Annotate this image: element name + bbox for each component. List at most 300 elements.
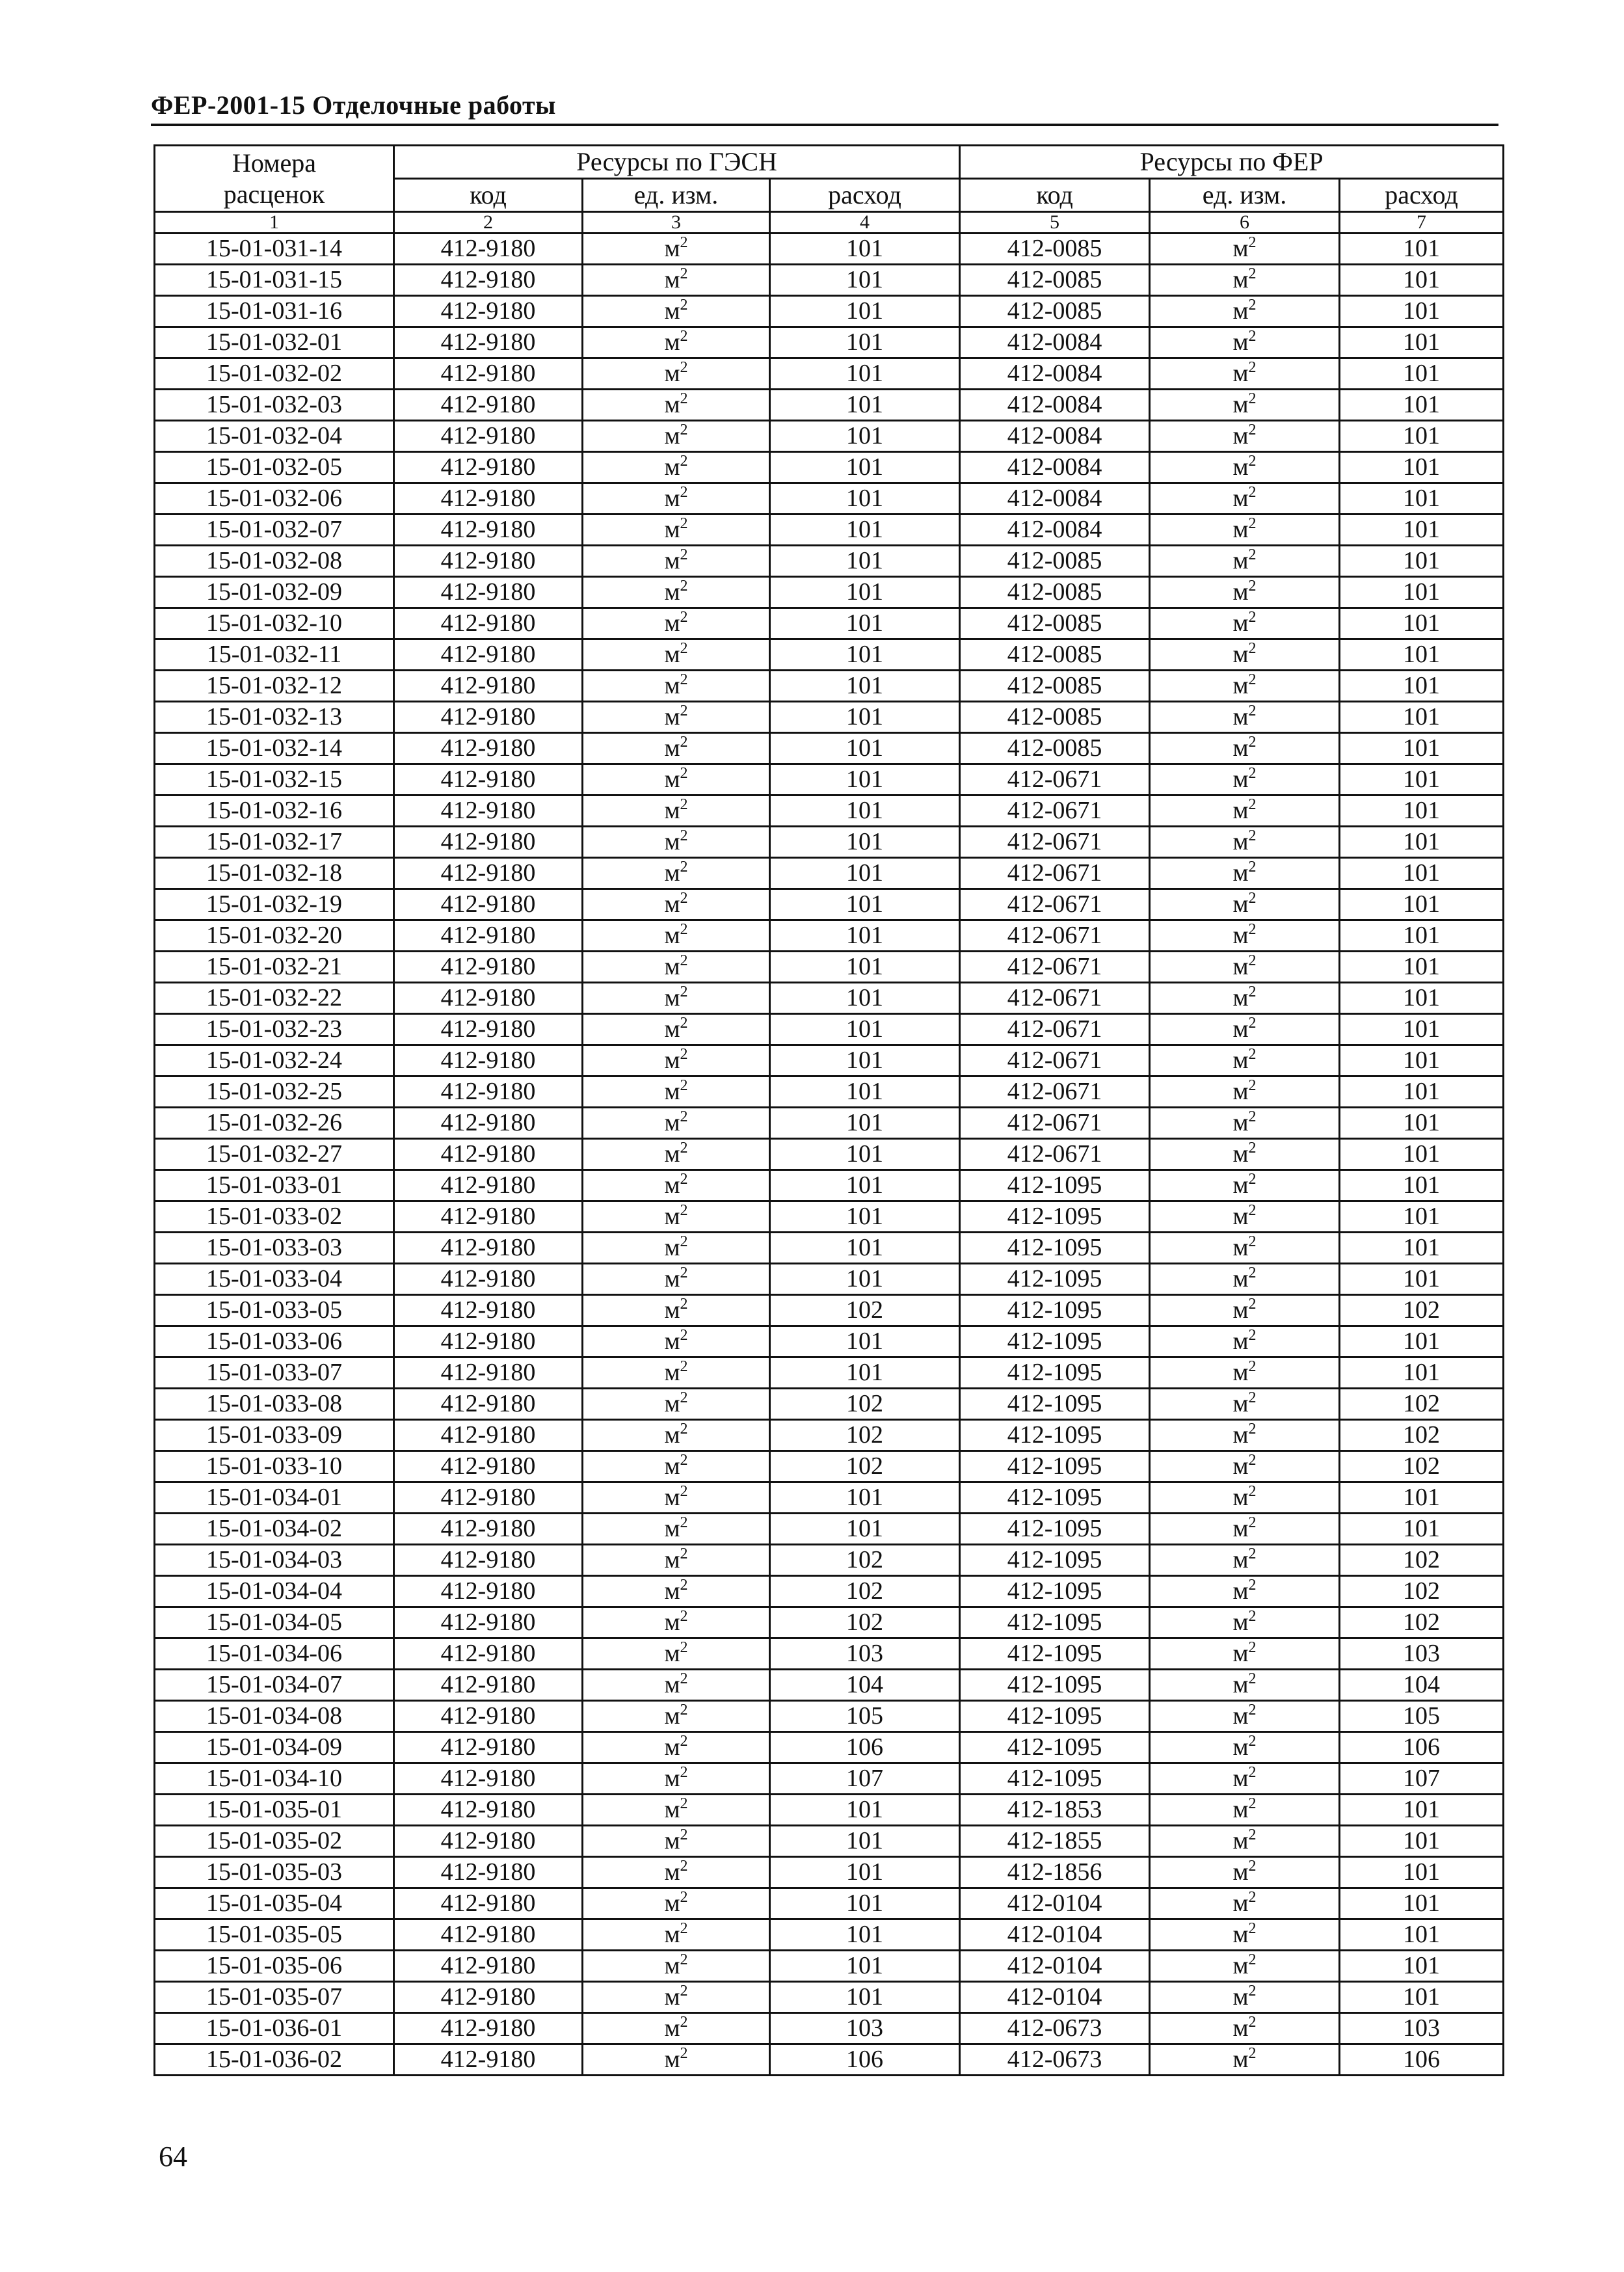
unit-base: м <box>1232 453 1249 481</box>
table-row <box>155 920 1504 952</box>
unit-base: м <box>1232 1265 1249 1292</box>
fer-usage-cell: 102 <box>1340 1607 1504 1638</box>
fer-unit-cell <box>1150 1826 1340 1857</box>
table-row <box>155 952 1504 983</box>
unit-base: м <box>1232 1921 1249 1948</box>
gesn-unit-cell <box>583 733 770 764</box>
unit-base: м <box>1232 1890 1249 1917</box>
unit-exponent: 2 <box>1248 1702 1257 1718</box>
unit-exponent: 2 <box>1248 1514 1257 1531</box>
table-row <box>155 1888 1504 1919</box>
fer-code-cell: 412-1095 <box>960 1670 1150 1701</box>
unit-base: м <box>664 1952 680 1979</box>
unit-base: м <box>1232 828 1249 855</box>
unit-exponent: 2 <box>680 702 688 719</box>
unit-base: м <box>1232 297 1249 325</box>
unit-exponent: 2 <box>680 484 688 501</box>
table-row <box>155 858 1504 889</box>
unit-exponent: 2 <box>680 890 688 907</box>
fer-unit-cell <box>1150 2044 1340 2076</box>
gesn-usage-cell: 101 <box>770 421 960 452</box>
fer-unit-cell <box>1150 515 1340 546</box>
table-row <box>155 1826 1504 1857</box>
unit-exponent: 2 <box>1248 734 1257 751</box>
fer-usage-cell: 101 <box>1340 952 1504 983</box>
gesn-unit-cell <box>583 1014 770 1045</box>
fer-unit-cell <box>1150 1139 1340 1170</box>
unit-exponent: 2 <box>680 1545 688 1562</box>
table-row <box>155 1420 1504 1451</box>
gesn-code-cell: 412-9180 <box>394 1670 583 1701</box>
table-row <box>155 671 1504 702</box>
unit-exponent: 2 <box>1248 671 1257 688</box>
gesn-usage-cell: 101 <box>770 1108 960 1139</box>
unit-base: м <box>664 1390 680 1417</box>
gesn-usage-cell: 101 <box>770 1170 960 1201</box>
fer-unit-cell <box>1150 1638 1340 1670</box>
table-row <box>155 1514 1504 1545</box>
fer-usage-cell: 102 <box>1340 1451 1504 1482</box>
unit-exponent: 2 <box>1248 1951 1257 1968</box>
gesn-code-cell: 412-9180 <box>394 234 583 265</box>
unit-exponent: 2 <box>1248 1577 1257 1594</box>
fer-unit-cell <box>1150 795 1340 827</box>
unit-exponent: 2 <box>680 1108 688 1125</box>
table-row <box>155 827 1504 858</box>
gesn-code-cell: 412-9180 <box>394 1451 583 1482</box>
fer-unit-cell <box>1150 483 1340 515</box>
gesn-usage-cell: 102 <box>770 1576 960 1607</box>
unit-exponent: 2 <box>1248 952 1257 969</box>
unit-base: м <box>1232 485 1249 512</box>
unit-exponent: 2 <box>680 1858 688 1875</box>
fer-usage-cell: 101 <box>1340 608 1504 639</box>
unit-exponent: 2 <box>680 765 688 782</box>
gesn-code-cell: 412-9180 <box>394 1545 583 1576</box>
fer-code-cell: 412-1095 <box>960 1233 1150 1264</box>
unit-base: м <box>664 1609 680 1636</box>
fer-code-cell: 412-0104 <box>960 1951 1150 1982</box>
gesn-code-cell: 412-9180 <box>394 1264 583 1295</box>
table-row <box>155 1545 1504 1576</box>
gesn-unit-cell <box>583 1482 770 1514</box>
gesn-code-cell: 412-9180 <box>394 1514 583 1545</box>
fer-code-cell: 412-1095 <box>960 1607 1150 1638</box>
fer-usage-cell: 105 <box>1340 1701 1504 1732</box>
gesn-usage-cell: 101 <box>770 858 960 889</box>
unit-base: м <box>1232 578 1249 606</box>
unit-base: м <box>1232 1047 1249 1074</box>
unit-exponent: 2 <box>680 1296 688 1313</box>
unit-base: м <box>664 1546 680 1573</box>
rate-number-cell: 15-01-035-05 <box>155 1919 394 1951</box>
gesn-code-cell: 412-9180 <box>394 577 583 608</box>
rate-number-cell: 15-01-034-05 <box>155 1607 394 1638</box>
unit-base: м <box>664 297 680 325</box>
gesn-unit-cell <box>583 1795 770 1826</box>
fer-unit-cell <box>1150 577 1340 608</box>
fer-code-cell: 412-0085 <box>960 733 1150 764</box>
gesn-unit-cell <box>583 795 770 827</box>
resources-table <box>153 144 1504 2076</box>
unit-exponent: 2 <box>1248 1889 1257 1906</box>
fer-code-cell: 412-1095 <box>960 1420 1150 1451</box>
gesn-code-cell: 412-9180 <box>394 1732 583 1763</box>
fer-code-cell: 412-1095 <box>960 1576 1150 1607</box>
rate-number-cell: 15-01-033-06 <box>155 1326 394 1357</box>
gesn-usage-cell: 101 <box>770 1357 960 1389</box>
gesn-unit-cell <box>583 639 770 671</box>
unit-exponent: 2 <box>1248 265 1257 282</box>
unit-exponent: 2 <box>1248 1983 1257 1999</box>
fer-unit-cell <box>1150 546 1340 577</box>
table-row <box>155 1919 1504 1951</box>
table-row <box>155 1326 1504 1357</box>
unit-exponent: 2 <box>1248 796 1257 813</box>
rate-number-cell: 15-01-032-03 <box>155 390 394 421</box>
gesn-code-cell: 412-9180 <box>394 702 583 733</box>
fer-unit-cell <box>1150 1451 1340 1482</box>
fer-unit-cell <box>1150 858 1340 889</box>
fer-usage-cell: 101 <box>1340 327 1504 358</box>
unit-exponent: 2 <box>1248 328 1257 345</box>
fer-unit-cell <box>1150 390 1340 421</box>
gesn-unit-cell <box>583 920 770 952</box>
gesn-usage-cell: 101 <box>770 1326 960 1357</box>
unit-exponent: 2 <box>1248 640 1257 657</box>
unit-base: м <box>664 1890 680 1917</box>
gesn-unit-cell <box>583 452 770 483</box>
fer-code-cell: 412-0084 <box>960 327 1150 358</box>
page-header-title: ФЕР-2001-15 Отделочные работы <box>151 90 556 120</box>
fer-code-cell: 412-0671 <box>960 983 1150 1014</box>
unit-exponent: 2 <box>1248 1545 1257 1562</box>
gesn-unit-cell <box>583 889 770 920</box>
table-row <box>155 1795 1504 1826</box>
unit-exponent: 2 <box>1248 1140 1257 1156</box>
fer-code-cell: 412-0671 <box>960 858 1150 889</box>
table-row <box>155 1108 1504 1139</box>
unit-exponent: 2 <box>680 1670 688 1687</box>
unit-base: м <box>1232 328 1249 356</box>
gesn-usage-cell: 106 <box>770 1732 960 1763</box>
fer-usage-cell: 106 <box>1340 1732 1504 1763</box>
unit-base: м <box>664 328 680 356</box>
fer-code-cell: 412-0085 <box>960 296 1150 327</box>
rate-number-cell: 15-01-031-16 <box>155 296 394 327</box>
gesn-code-cell: 412-9180 <box>394 1233 583 1264</box>
gesn-unit-cell <box>583 1170 770 1201</box>
unit-exponent: 2 <box>680 1077 688 1094</box>
fer-code-cell: 412-1095 <box>960 1326 1150 1357</box>
fer-usage-cell: 101 <box>1340 983 1504 1014</box>
gesn-usage-cell: 101 <box>770 1982 960 2013</box>
table-row <box>155 265 1504 296</box>
unit-base: м <box>1232 1796 1249 1823</box>
table-row <box>155 1576 1504 1607</box>
fer-usage-cell: 101 <box>1340 1888 1504 1919</box>
fer-unit-cell <box>1150 1545 1340 1576</box>
gesn-code-cell: 412-9180 <box>394 952 583 983</box>
table-row <box>155 546 1504 577</box>
gesn-resources-header: Ресурсы по ГЭСН <box>394 146 960 179</box>
gesn-unit-cell <box>583 1357 770 1389</box>
rate-number-cell: 15-01-034-03 <box>155 1545 394 1576</box>
gesn-usage-cell: 101 <box>770 1888 960 1919</box>
rate-number-cell: 15-01-032-18 <box>155 858 394 889</box>
fer-usage-cell: 101 <box>1340 733 1504 764</box>
unit-exponent: 2 <box>680 453 688 470</box>
unit-exponent: 2 <box>680 2014 688 2031</box>
unit-exponent: 2 <box>680 1577 688 1594</box>
gesn-code-cell: 412-9180 <box>394 983 583 1014</box>
unit-exponent: 2 <box>1248 453 1257 470</box>
unit-exponent: 2 <box>1248 1826 1257 1843</box>
unit-exponent: 2 <box>1248 2014 1257 2031</box>
table-row <box>155 1701 1504 1732</box>
rate-number-cell: 15-01-032-15 <box>155 764 394 795</box>
column-number: 7 <box>1340 212 1504 234</box>
unit-base: м <box>664 391 680 418</box>
unit-exponent: 2 <box>680 1733 688 1750</box>
gesn-code-cell: 412-9180 <box>394 1076 583 1108</box>
table-row <box>155 795 1504 827</box>
unit-base: м <box>664 672 680 699</box>
unit-exponent: 2 <box>1248 359 1257 376</box>
unit-exponent: 2 <box>1248 1358 1257 1375</box>
fer-unit-cell <box>1150 1576 1340 1607</box>
gesn-unit-cell <box>583 671 770 702</box>
gesn-unit-cell <box>583 827 770 858</box>
unit-base: м <box>664 1109 680 1136</box>
fer-code-cell: 412-1095 <box>960 1514 1150 1545</box>
fer-unit-cell <box>1150 1076 1340 1108</box>
rate-number-cell: 15-01-034-01 <box>155 1482 394 1514</box>
gesn-usage-cell: 101 <box>770 1045 960 1076</box>
unit-base: м <box>664 1765 680 1792</box>
unit-exponent: 2 <box>680 234 688 251</box>
unit-base: м <box>664 1796 680 1823</box>
gesn-code-cell: 412-9180 <box>394 608 583 639</box>
fer-unit-cell <box>1150 2013 1340 2044</box>
fer-code-cell: 412-0084 <box>960 390 1150 421</box>
gesn-unit-cell <box>583 2013 770 2044</box>
gesn-code-cell: 412-9180 <box>394 265 583 296</box>
unit-exponent: 2 <box>680 1702 688 1718</box>
table-body <box>155 234 1504 2076</box>
table-row <box>155 1233 1504 1264</box>
gesn-unit-cell <box>583 764 770 795</box>
fer-code-cell: 412-0084 <box>960 483 1150 515</box>
fer-unit-cell <box>1150 1420 1340 1451</box>
rate-number-cell: 15-01-032-06 <box>155 483 394 515</box>
unit-base: м <box>1232 1421 1249 1449</box>
unit-base: м <box>1232 1671 1249 1698</box>
table-row <box>155 483 1504 515</box>
fer-usage-cell: 101 <box>1340 1982 1504 2013</box>
table-row <box>155 1482 1504 1514</box>
unit-exponent: 2 <box>1248 1077 1257 1094</box>
fer-code-cell: 412-1095 <box>960 1638 1150 1670</box>
unit-exponent: 2 <box>1248 921 1257 938</box>
unit-base: м <box>664 1078 680 1105</box>
unit-exponent: 2 <box>1248 1764 1257 1781</box>
gesn-unit-cell <box>583 608 770 639</box>
unit-exponent: 2 <box>680 952 688 969</box>
unit-base: м <box>1232 1952 1249 1979</box>
fer-code-cell: 412-0671 <box>960 920 1150 952</box>
gesn-usage-cell: 101 <box>770 1919 960 1951</box>
fer-code-cell: 412-0671 <box>960 764 1150 795</box>
table-row <box>155 577 1504 608</box>
rate-number-cell: 15-01-032-11 <box>155 639 394 671</box>
gesn-usage-cell: 101 <box>770 795 960 827</box>
fer-code-cell: 412-0085 <box>960 234 1150 265</box>
unit-base: м <box>1232 1983 1249 2011</box>
fer-unit-cell <box>1150 1482 1340 1514</box>
unit-base: м <box>664 1328 680 1355</box>
gesn-code-cell: 412-9180 <box>394 2013 583 2044</box>
fer-unit-cell <box>1150 1233 1340 1264</box>
fer-unit-cell <box>1150 1732 1340 1763</box>
unit-exponent: 2 <box>1248 1202 1257 1219</box>
fer-unit-cell <box>1150 1170 1340 1201</box>
gesn-unit-cell <box>583 1545 770 1576</box>
rate-number-cell: 15-01-032-17 <box>155 827 394 858</box>
rate-number-cell: 15-01-034-04 <box>155 1576 394 1607</box>
unit-exponent: 2 <box>680 1764 688 1781</box>
gesn-unit-cell <box>583 983 770 1014</box>
unit-base: м <box>1232 1765 1249 1792</box>
fer-usage-cell: 104 <box>1340 1670 1504 1701</box>
unit-exponent: 2 <box>1248 1108 1257 1125</box>
fer-unit-cell <box>1150 1919 1340 1951</box>
gesn-usage-cell: 103 <box>770 1638 960 1670</box>
fer-usage-cell: 101 <box>1340 889 1504 920</box>
gesn-usage-cell: 101 <box>770 733 960 764</box>
unit-exponent: 2 <box>1248 827 1257 844</box>
unit-exponent: 2 <box>680 609 688 626</box>
unit-base: м <box>1232 1390 1249 1417</box>
fer-usage-cell: 101 <box>1340 483 1504 515</box>
table-row <box>155 983 1504 1014</box>
table-row <box>155 358 1504 390</box>
unit-exponent: 2 <box>680 1264 688 1281</box>
table-row <box>155 702 1504 733</box>
fer-code-cell: 412-0104 <box>960 1982 1150 2013</box>
gesn-code-cell: 412-9180 <box>394 327 583 358</box>
table-row <box>155 1139 1504 1170</box>
table-row <box>155 1951 1504 1982</box>
gesn-usage-cell: 101 <box>770 1264 960 1295</box>
unit-exponent: 2 <box>1248 578 1257 595</box>
rate-number-cell: 15-01-031-15 <box>155 265 394 296</box>
gesn-code-cell: 412-9180 <box>394 1295 583 1326</box>
gesn-unit-cell <box>583 1732 770 1763</box>
gesn-usage-cell: 102 <box>770 1545 960 1576</box>
unit-base: м <box>1232 766 1249 793</box>
unit-exponent: 2 <box>680 1233 688 1250</box>
fer-usage-cell: 101 <box>1340 577 1504 608</box>
fer-code-cell: 412-1095 <box>960 1389 1150 1420</box>
gesn-unit-cell <box>583 1139 770 1170</box>
fer-code-cell: 412-0084 <box>960 358 1150 390</box>
gesn-usage-cell: 101 <box>770 577 960 608</box>
unit-base: м <box>664 1140 680 1168</box>
rate-number-cell: 15-01-034-06 <box>155 1638 394 1670</box>
unit-base: м <box>1232 797 1249 824</box>
fer-code-cell: 412-0671 <box>960 952 1150 983</box>
rate-number-cell: 15-01-034-08 <box>155 1701 394 1732</box>
unit-exponent: 2 <box>1248 234 1257 251</box>
fer-code-cell: 412-0671 <box>960 1076 1150 1108</box>
gesn-code-cell: 412-9180 <box>394 1576 583 1607</box>
table-row <box>155 1607 1504 1638</box>
gesn-code-cell: 412-9180 <box>394 1888 583 1919</box>
fer-unit-cell <box>1150 421 1340 452</box>
unit-base: м <box>1232 235 1249 262</box>
unit-base: м <box>1232 1203 1249 1230</box>
unit-base: м <box>1232 391 1249 418</box>
table-row <box>155 639 1504 671</box>
unit-exponent: 2 <box>1248 1015 1257 1032</box>
rate-number-cell: 15-01-032-25 <box>155 1076 394 1108</box>
unit-exponent: 2 <box>1248 421 1257 438</box>
gesn-code-cell: 412-9180 <box>394 639 583 671</box>
gesn-usage-cell: 101 <box>770 1482 960 1514</box>
unit-base: м <box>664 641 680 668</box>
unit-base: м <box>664 609 680 637</box>
rate-number-cell: 15-01-036-02 <box>155 2044 394 2076</box>
rate-number-cell: 15-01-034-09 <box>155 1732 394 1763</box>
gesn-code-cell: 412-9180 <box>394 421 583 452</box>
rate-number-cell: 15-01-032-08 <box>155 546 394 577</box>
fer-usage-cell: 101 <box>1340 265 1504 296</box>
unit-exponent: 2 <box>1248 1733 1257 1750</box>
unit-exponent: 2 <box>680 1951 688 1968</box>
rate-number-cell: 15-01-033-03 <box>155 1233 394 1264</box>
unit-exponent: 2 <box>680 546 688 563</box>
gesn-unit-cell <box>583 1857 770 1888</box>
gesn-usage-cell: 101 <box>770 1201 960 1233</box>
fer-code-cell: 412-0085 <box>960 577 1150 608</box>
gesn-code-cell: 412-9180 <box>394 546 583 577</box>
unit-exponent: 2 <box>1248 297 1257 314</box>
unit-exponent: 2 <box>680 1389 688 1406</box>
fer-code-cell: 412-1095 <box>960 1545 1150 1576</box>
gesn-usage-cell: 103 <box>770 2013 960 2044</box>
fer-unit-cell <box>1150 1201 1340 1233</box>
fer-code-cell: 412-1095 <box>960 1732 1150 1763</box>
unit-exponent: 2 <box>680 1015 688 1032</box>
gesn-unit-cell <box>583 1045 770 1076</box>
unit-exponent: 2 <box>1248 390 1257 407</box>
rate-number-cell: 15-01-032-14 <box>155 733 394 764</box>
unit-base: м <box>664 1203 680 1230</box>
rate-number-cell: 15-01-032-12 <box>155 671 394 702</box>
gesn-code-cell: 412-9180 <box>394 889 583 920</box>
rate-number-cell: 15-01-032-01 <box>155 327 394 358</box>
unit-exponent: 2 <box>1248 1046 1257 1063</box>
gesn-code-cell: 412-9180 <box>394 358 583 390</box>
gesn-usage-cell: 101 <box>770 296 960 327</box>
gesn-unit-cell <box>583 515 770 546</box>
rate-number-cell: 15-01-033-08 <box>155 1389 394 1420</box>
fer-usage-cell: 102 <box>1340 1295 1504 1326</box>
unit-base: м <box>1232 1702 1249 1730</box>
fer-usage-cell: 103 <box>1340 1638 1504 1670</box>
unit-base: м <box>1232 2046 1249 2073</box>
